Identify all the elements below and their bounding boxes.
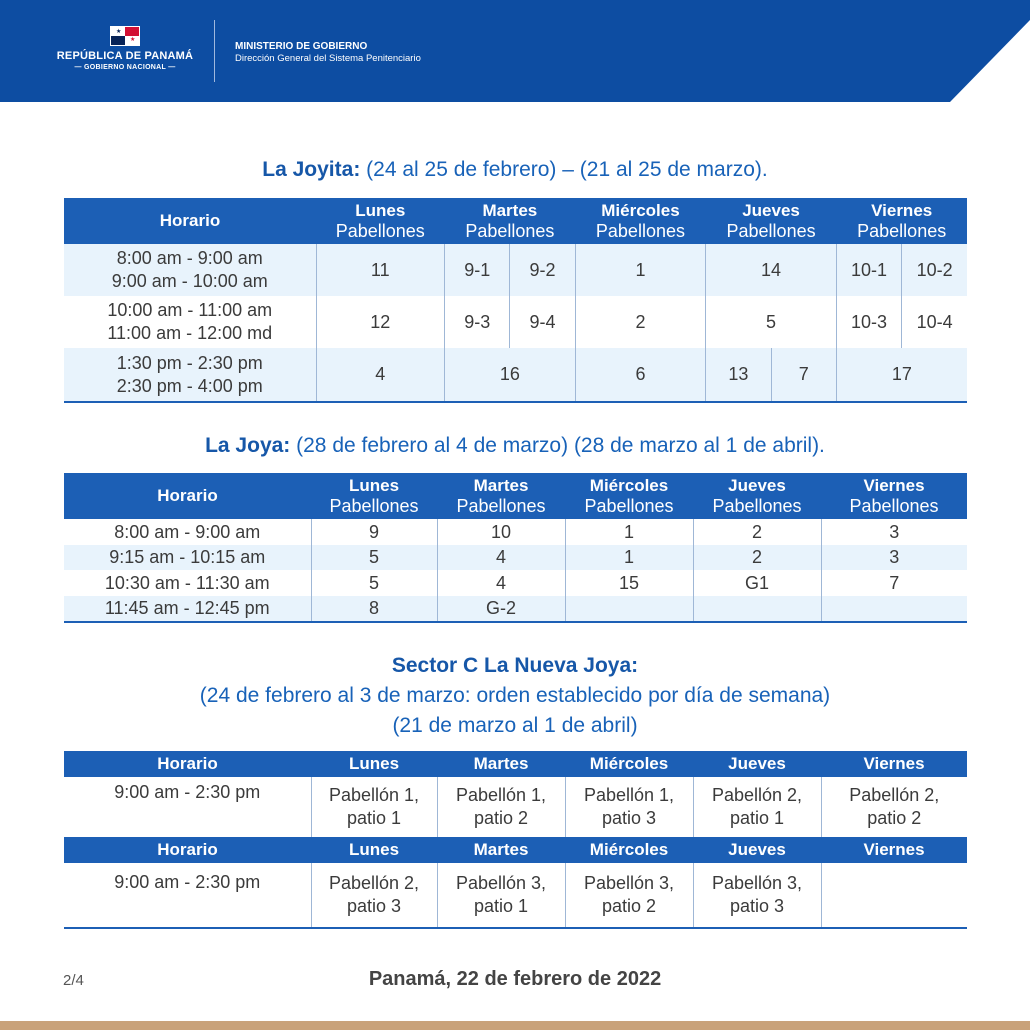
- joyita-header-row: [64, 198, 967, 244]
- table-row: [64, 244, 967, 296]
- panama-flag-icon: ★ ★: [110, 26, 140, 46]
- cell-martes-b: 9-2: [510, 244, 575, 296]
- nueva-title-name: Sector C La Nueva Joya:: [391, 654, 639, 677]
- cell-jueves: 5: [706, 296, 837, 348]
- time-cell: 8:00 am - 9:00 am 9:00 am - 10:00 am: [64, 244, 316, 296]
- cell-jueves: G1: [693, 570, 821, 596]
- day-header-viernes: Viernes Pabellones: [821, 473, 967, 519]
- cell-lunes: 8: [311, 596, 437, 622]
- day-header-viernes: Viernes: [821, 751, 967, 777]
- cell-viernes: [821, 863, 967, 928]
- day-header-jueves: Jueves Pabellones: [706, 198, 837, 244]
- cell-lunes: 9: [311, 519, 437, 545]
- cell-jueves: Pabellón 3, patio 3: [693, 863, 821, 928]
- cell-viernes: 3: [821, 519, 967, 545]
- time-cell: 1:30 pm - 2:30 pm 2:30 pm - 4:00 pm: [64, 348, 316, 402]
- day-header-martes: Martes: [437, 837, 565, 863]
- cell-viernes: Pabellón 2, patio 2: [821, 777, 967, 837]
- joya-title: [0, 432, 1030, 460]
- day-header-viernes: Viernes Pabellones: [836, 198, 967, 244]
- cell-viernes: 3: [821, 545, 967, 570]
- joyita-title-dates: (24 al 25 de febrero) – (21 al 25 de marzo).: [360, 158, 768, 181]
- cell-viernes: 17: [836, 348, 967, 402]
- day-header-jueves: Jueves: [693, 837, 821, 863]
- cell-viernes-b: 10-2: [902, 244, 967, 296]
- government-logo: [50, 26, 200, 71]
- cell-miercoles: 1: [565, 519, 693, 545]
- day-header-lunes: Lunes: [311, 751, 437, 777]
- table-row: [64, 545, 967, 570]
- cell-martes: Pabellón 3, patio 1: [437, 863, 565, 928]
- cell-martes: 4: [437, 545, 565, 570]
- page-number: 2/4: [63, 972, 84, 989]
- cell-martes-a: 9-1: [445, 244, 510, 296]
- cell-miercoles: Pabellón 3, patio 2: [565, 863, 693, 928]
- table-row: [64, 777, 967, 837]
- day-header-miercoles: Miércoles: [565, 751, 693, 777]
- joyita-title-name: La Joyita:: [262, 158, 361, 181]
- time-cell: 9:15 am - 10:15 am: [64, 545, 311, 570]
- table-row: [64, 570, 967, 596]
- ministry-name: MINISTERIO DE GOBIERNO: [235, 41, 368, 52]
- day-header-lunes: Lunes Pabellones: [316, 198, 445, 244]
- cell-lunes: 12: [316, 296, 445, 348]
- cell-jueves: 2: [693, 545, 821, 570]
- cell-jueves: 2: [693, 519, 821, 545]
- directorate-name: Dirección General del Sistema Penitenciario: [235, 53, 421, 64]
- cell-miercoles: Pabellón 1, patio 3: [565, 777, 693, 837]
- time-cell: 9:00 am - 2:30 pm: [64, 777, 311, 837]
- horario-header: Horario: [64, 473, 311, 519]
- cell-jueves-b: 7: [771, 348, 836, 402]
- table-row: [64, 596, 967, 622]
- time-cell: 10:30 am - 11:30 am: [64, 570, 311, 596]
- country-name: REPÚBLICA DE PANAMÁ: [56, 50, 194, 62]
- day-header-martes: Martes Pabellones: [445, 198, 576, 244]
- cell-miercoles: [565, 596, 693, 622]
- nueva-title-line3: (21 de marzo al 1 de abril): [392, 714, 638, 737]
- joyita-title: [0, 156, 1030, 184]
- cell-viernes-a: 10-3: [836, 296, 901, 348]
- day-header-viernes: Viernes: [821, 837, 967, 863]
- cell-jueves: 14: [706, 244, 837, 296]
- joya-header-row: [64, 473, 967, 519]
- cell-lunes: 5: [311, 545, 437, 570]
- cell-martes: G-2: [437, 596, 565, 622]
- day-header-lunes: Lunes Pabellones: [311, 473, 437, 519]
- header-divider: [214, 20, 215, 82]
- day-header-lunes: Lunes: [311, 837, 437, 863]
- cell-martes-b: 9-4: [510, 296, 575, 348]
- horario-header: Horario: [64, 837, 311, 863]
- cell-jueves: Pabellón 2, patio 1: [693, 777, 821, 837]
- nueva-table: [64, 751, 967, 929]
- joya-title-dates: (28 de febrero al 4 de marzo) (28 de marzo al 1 de abril).: [290, 434, 825, 457]
- day-header-miercoles: Miércoles Pabellones: [565, 473, 693, 519]
- cell-martes-a: 9-3: [445, 296, 510, 348]
- nueva-title: [0, 652, 1030, 740]
- ministry-block: [235, 41, 421, 65]
- day-header-martes: Martes Pabellones: [437, 473, 565, 519]
- cell-lunes: Pabellón 1, patio 1: [311, 777, 437, 837]
- day-header-martes: Martes: [437, 751, 565, 777]
- government-name: — GOBIERNO NACIONAL —: [74, 64, 176, 71]
- cell-miercoles: 2: [575, 296, 706, 348]
- footer-date: Panamá, 22 de febrero de 2022: [368, 968, 662, 990]
- cell-viernes-a: 10-1: [836, 244, 901, 296]
- horario-header: Horario: [64, 751, 311, 777]
- horario-header: Horario: [64, 198, 316, 244]
- cell-lunes: 5: [311, 570, 437, 596]
- nueva-header-row: [64, 751, 967, 777]
- time-cell: 10:00 am - 11:00 am 11:00 am - 12:00 md: [64, 296, 316, 348]
- cell-viernes: 7: [821, 570, 967, 596]
- cell-viernes-b: 10-4: [902, 296, 967, 348]
- table-row: [64, 296, 967, 348]
- cell-lunes: 11: [316, 244, 445, 296]
- cell-jueves: [693, 596, 821, 622]
- table-row: [64, 519, 967, 545]
- day-header-miercoles: Miércoles Pabellones: [575, 198, 706, 244]
- cell-martes: 16: [445, 348, 576, 402]
- time-cell: 9:00 am - 2:30 pm: [64, 863, 311, 928]
- table-row: [64, 863, 967, 928]
- time-cell: 11:45 am - 12:45 pm: [64, 596, 311, 622]
- time-cell: 8:00 am - 9:00 am: [64, 519, 311, 545]
- cell-lunes: 4: [316, 348, 445, 402]
- cell-jueves-a: 13: [706, 348, 771, 402]
- table-row: [64, 348, 967, 402]
- cell-miercoles: 6: [575, 348, 706, 402]
- cell-viernes: [821, 596, 967, 622]
- cell-miercoles: 1: [565, 545, 693, 570]
- joyita-table: [64, 198, 967, 403]
- cell-lunes: Pabellón 2, patio 3: [311, 863, 437, 928]
- cell-martes: Pabellón 1, patio 2: [437, 777, 565, 837]
- cell-martes: 10: [437, 519, 565, 545]
- nueva-header-row-2: [64, 837, 967, 863]
- nueva-title-line2: (24 de febrero al 3 de marzo: orden establecido por día de semana): [199, 684, 831, 707]
- joya-table: [64, 473, 967, 623]
- day-header-miercoles: Miércoles: [565, 837, 693, 863]
- day-header-jueves: Jueves Pabellones: [693, 473, 821, 519]
- day-header-jueves: Jueves: [693, 751, 821, 777]
- footer-bar: [0, 1021, 1030, 1030]
- joya-title-name: La Joya:: [205, 434, 291, 457]
- cell-martes: 4: [437, 570, 565, 596]
- cell-miercoles: 1: [575, 244, 706, 296]
- cell-miercoles: 15: [565, 570, 693, 596]
